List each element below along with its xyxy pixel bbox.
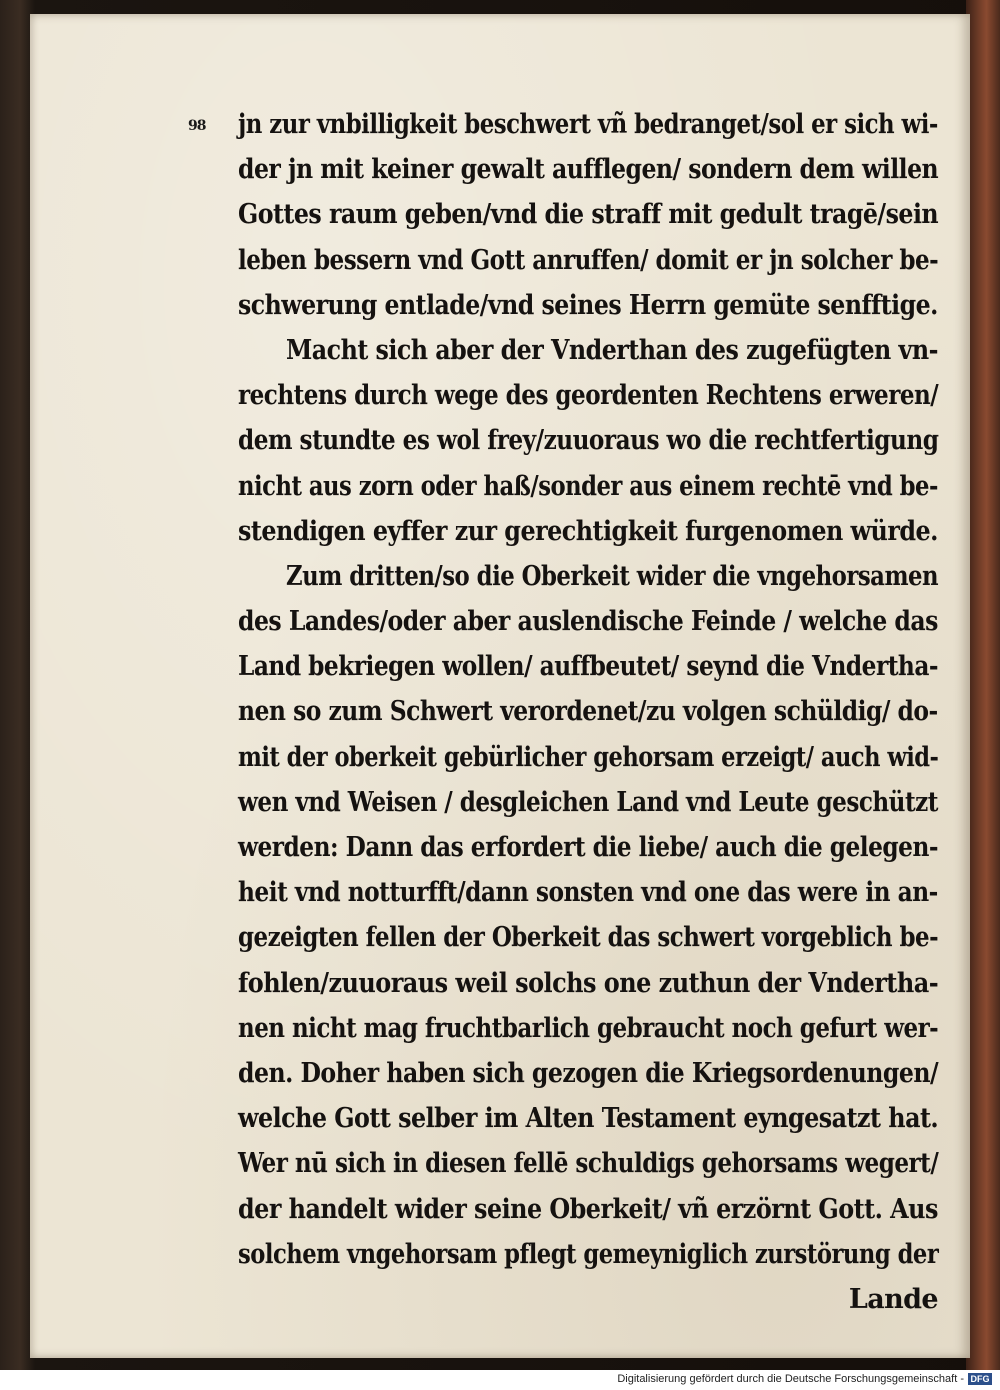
text-line: leben bessern vnd Gott anruffen/ domit er jn solcher be-	[238, 244, 939, 276]
page-number: 98	[188, 118, 206, 134]
dfg-logo: DFG	[968, 1373, 992, 1385]
text-line: werden: Dann das erfordert die liebe/ auch die gelegen-	[238, 832, 939, 863]
text-line: jn zur vnbilligkeit beschwert vñ bedranget/sol er sich wi-	[238, 109, 938, 140]
text-line: Wer nū sich in diesen fellē schuldigs gehorsams wegert/	[238, 1148, 939, 1180]
text-line: mit der oberkeit gebürlicher gehorsam erzeigt/ auch wid-	[238, 741, 939, 773]
text-line: nen nicht mag fruchtbarlich gebraucht noch gefurt wer-	[238, 1012, 939, 1044]
footer-credit: Digitalisierung gefördert durch die Deutsche Forschungsgemeinschaft -	[617, 1373, 964, 1385]
text-line: stendigen eyffer zur gerechtigkeit furgenomen würde.	[238, 515, 938, 547]
text-line: solchem vngehorsam pflegt gemeyniglich zurstörung der	[238, 1238, 939, 1270]
text-line: schwerung entlade/vnd seines Herrn gemüte senfftige.	[238, 289, 938, 321]
text-line: den. Doher haben sich gezogen die Kriegsordenungen/	[238, 1057, 939, 1089]
text-line: heit vnd notturfft/dann sonsten vnd one das were in an-	[238, 877, 938, 909]
text-line: rechtens durch wege des geordenten Rechtens erweren/	[238, 380, 939, 412]
text-line: gezeigten fellen der Oberkeit das schwert vorgeblich be-	[238, 922, 939, 954]
text-line: wen vnd Weisen / desgleichen Land vnd Leute geschützt	[238, 786, 938, 818]
text-line: der handelt wider seine Oberkeit/ vñ erzörnt Gott. Aus	[238, 1193, 938, 1225]
text-line: dem stundte es wol frey/zuuoraus wo die rechtfertigung	[238, 425, 939, 457]
text-block	[238, 102, 938, 1322]
text-line: der jn mit keiner gewalt aufflegen/ sondern dem willen	[238, 154, 939, 186]
catchword: Lande	[848, 1283, 938, 1315]
text-line: Land bekriegen wollen/ auffbeutet/ seynd die Vndertha-	[238, 651, 939, 683]
text-line: des Landes/oder aber auslendische Feinde / welche das	[238, 606, 938, 638]
text-line: nen so zum Schwert verordenet/zu volgen schüldig/ do-	[238, 696, 938, 728]
text-line: welche Gott selber im Alten Testament eyngesatzt hat.	[238, 1103, 939, 1135]
text-line: Gottes raum geben/vnd die straff mit gedult tragē/sein	[238, 199, 939, 231]
book-edge	[966, 0, 1000, 1370]
text-line: Zum dritten/so die Oberkeit wider die vngehorsamen	[286, 560, 939, 592]
text-line: nicht aus zorn oder haß/sonder aus einem rechtē vnd be-	[238, 470, 938, 502]
text-line: Macht sich aber der Vnderthan des zugefügten vn-	[286, 334, 938, 366]
text-line: fohlen/zuuoraus weil solchs one zuthun der Vndertha-	[238, 967, 939, 999]
